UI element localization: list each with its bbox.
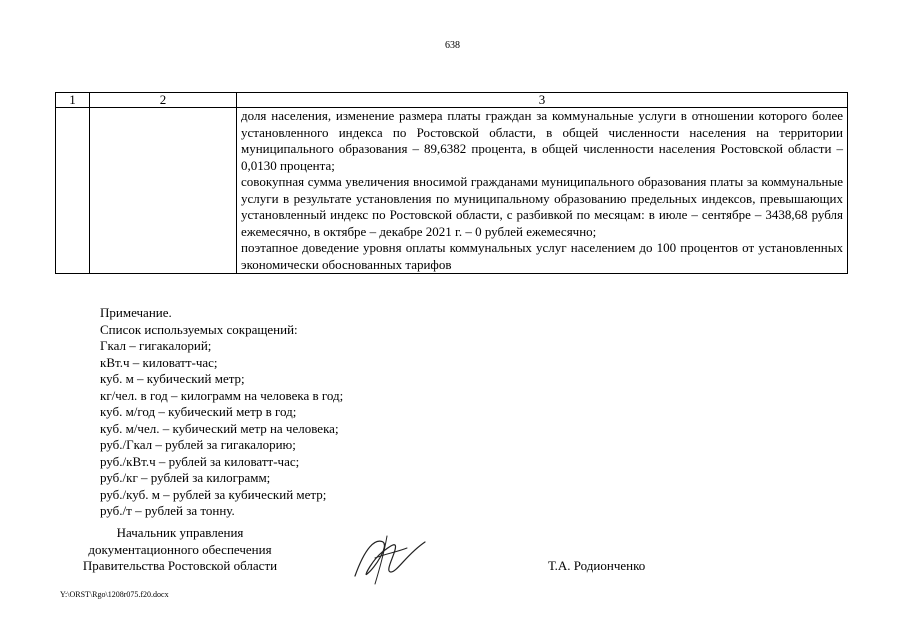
- signer-name: Т.А. Родионченко: [548, 558, 646, 573]
- notes-title: Примечание.: [100, 305, 172, 320]
- abbreviation-item: куб. м/чел. – кубический метр на человека;: [100, 420, 339, 436]
- table-header-cell-3: 3: [237, 93, 848, 108]
- table-cell-1: [56, 108, 90, 274]
- table-row: [56, 108, 848, 274]
- signatory-position-line-1: Начальник управления: [116, 525, 244, 540]
- main-table: [55, 92, 848, 274]
- file-path: Y:\ORST\Rgo\1208r075.f20.docx: [60, 590, 169, 599]
- signatory-position-line-3: Правительства Ростовской области: [82, 558, 278, 573]
- table-cell-2: [90, 108, 237, 274]
- content-paragraph-payment-increase: совокупная сумма увеличения вносимой гражданами муниципального образования платы за коммунальные услуги в результате установления по муниципальному образованию предельных индексов, превышающих установленный индекс по Ростовской области, с разбивкой по месяцам: в июле – сентябре – 3438,68 рубля ежемесячно, в октябре – декабре 2021 г. – 0 рублей ежемесячно;: [241, 174, 843, 239]
- abbreviation-item: кВт.ч – киловатт-час;: [100, 354, 218, 370]
- abbreviation-item: руб./т – рублей за тонну.: [100, 503, 235, 518]
- table-header-cell-2: 2: [90, 93, 237, 108]
- abbreviation-item: руб./куб. м – рублей за кубический метр;: [100, 486, 327, 502]
- abbreviation-item: Гкал – гигакалорий;: [100, 338, 212, 353]
- abbreviation-item: куб. м – кубический метр;: [100, 371, 245, 386]
- abbreviation-item: кг/чел. в год – килограмм на человека в год;: [100, 387, 344, 403]
- notes-subtitle: Список используемых сокращений:: [100, 321, 298, 337]
- handwritten-signature-icon: [345, 528, 435, 588]
- abbreviation-item: руб./Гкал – рублей за гигакалорию;: [100, 437, 296, 452]
- signatory-position: [60, 525, 300, 575]
- content-paragraph-payment-level: поэтапное доведение уровня оплаты коммунальных услуг населением до 100 процентов от установленных экономически обоснованных тарифов: [241, 240, 843, 272]
- abbreviation-item: руб./кВт.ч – рублей за киловатт-час;: [100, 453, 300, 469]
- table-cell-3: [237, 108, 848, 274]
- signatory-position-line-2: документационного обеспечения: [88, 541, 272, 557]
- notes-section: [100, 305, 343, 520]
- table-header-cell-1: 1: [56, 93, 90, 108]
- table-header-row: [56, 93, 848, 108]
- abbreviation-item: руб./кг – рублей за килограмм;: [100, 470, 271, 485]
- content-paragraph-population-share: доля населения, изменение размера платы граждан за коммунальные услуги в отношении которого более установленного индекса по Ростовской области, в общей численности населения на территории муниципального образования – 89,6382 процента, в общей численности населения Ростовской области – 0,0130 процента;: [241, 108, 843, 173]
- page-number: 638: [445, 40, 460, 51]
- abbreviation-item: куб. м/год – кубический метр в год;: [100, 404, 297, 419]
